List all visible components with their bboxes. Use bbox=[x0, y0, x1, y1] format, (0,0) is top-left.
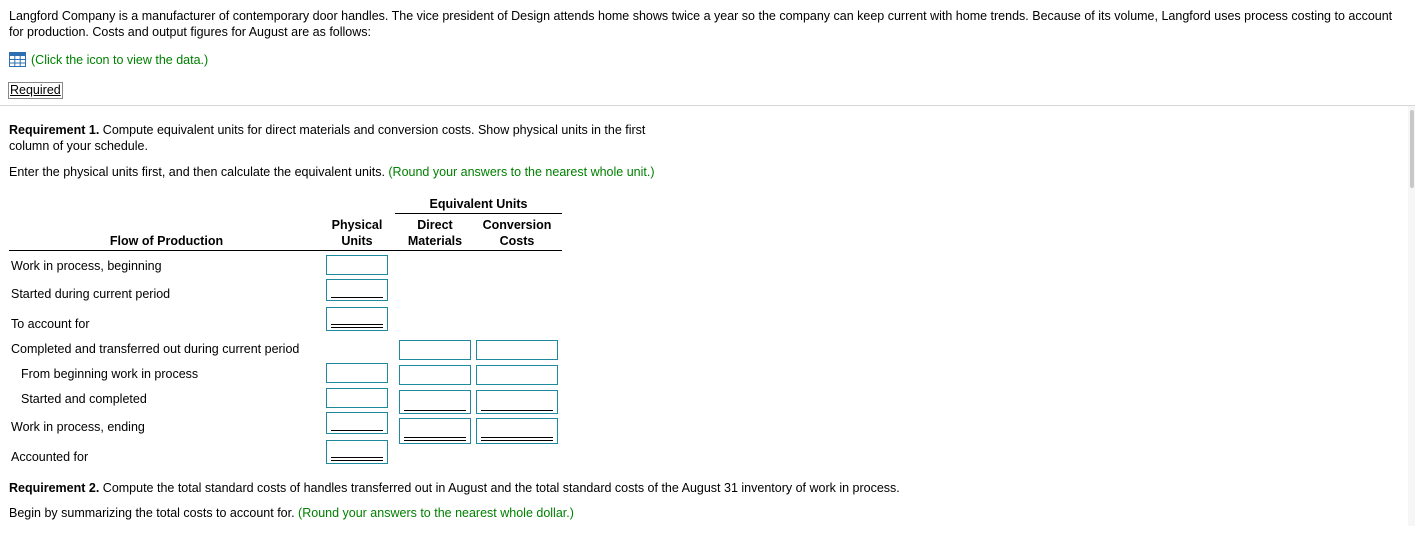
row-from-beginning-wip: From beginning work in process bbox=[21, 367, 199, 381]
row-started-completed: Started and completed bbox=[21, 392, 147, 406]
cc-completed-transferred-input[interactable] bbox=[476, 340, 558, 360]
col-cc-line1: Conversion bbox=[482, 218, 552, 232]
view-data-link[interactable] bbox=[9, 52, 208, 67]
requirement-2-label: Requirement 2. bbox=[9, 481, 100, 495]
required-tab[interactable]: Required bbox=[10, 83, 61, 97]
requirement-2-text: Compute the total standard costs of handles transferred out in August and the total standard costs of the August 31 inventory of work in process. bbox=[99, 481, 900, 495]
dm-wip-ending-input[interactable] bbox=[399, 418, 471, 444]
rounding-hint: (Round your answers to the nearest whole unit.) bbox=[388, 165, 655, 179]
instruction-2-text: Begin by summarizing the total costs to account for. bbox=[9, 506, 299, 520]
col-cc-line2: Costs bbox=[499, 234, 535, 248]
physical-wip-beginning-input[interactable] bbox=[326, 255, 388, 275]
col-cc-header bbox=[474, 217, 560, 249]
requirement-2-instruction bbox=[9, 506, 574, 520]
table-icon[interactable] bbox=[9, 52, 26, 67]
cc-wip-ending-input[interactable] bbox=[476, 418, 558, 444]
col-dm-line1: Direct bbox=[417, 218, 453, 232]
col-dm-header bbox=[398, 217, 472, 249]
rounding-hint-2: (Round your answers to the nearest whole dollar.) bbox=[298, 506, 574, 520]
requirement-1 bbox=[9, 122, 689, 154]
physical-started-completed-input[interactable] bbox=[326, 388, 388, 408]
physical-started-current-input[interactable] bbox=[326, 279, 388, 301]
physical-to-account-for-input[interactable] bbox=[326, 307, 388, 331]
dm-completed-transferred-input[interactable] bbox=[399, 340, 471, 360]
col-physical-header bbox=[324, 217, 390, 249]
equivalent-units-underline bbox=[395, 213, 562, 214]
requirement-1-text: Compute equivalent units for direct materials and conversion costs. Show physical units in the first column of your schedule. bbox=[9, 123, 646, 153]
physical-accounted-for-input[interactable] bbox=[326, 440, 388, 464]
row-started-current: Started during current period bbox=[11, 287, 171, 301]
divider bbox=[0, 105, 1415, 106]
col-physical-line2: Units bbox=[341, 234, 373, 248]
cc-started-completed-input[interactable] bbox=[476, 390, 558, 414]
requirement-2 bbox=[9, 481, 900, 495]
physical-from-beginning-wip-input[interactable] bbox=[326, 363, 388, 383]
requirement-1-label: Requirement 1. bbox=[9, 123, 100, 137]
col-dm-line2: Materials bbox=[407, 234, 463, 248]
cc-from-beginning-wip-input[interactable] bbox=[476, 365, 558, 385]
row-accounted-for: Accounted for bbox=[11, 450, 89, 464]
row-wip-ending: Work in process, ending bbox=[11, 420, 145, 434]
row-completed-transferred: Completed and transferred out during current period bbox=[11, 342, 300, 356]
instruction-text: Enter the physical units first, and then calculate the equivalent units. bbox=[9, 165, 389, 179]
view-data-text[interactable]: (Click the icon to view the data.) bbox=[31, 52, 209, 67]
equivalent-units-header: Equivalent Units bbox=[429, 197, 528, 211]
dm-started-completed-input[interactable] bbox=[399, 390, 471, 414]
col-flow-header: Flow of Production bbox=[109, 234, 224, 248]
col-physical-line1: Physical bbox=[331, 218, 383, 232]
row-to-account-for: To account for bbox=[11, 317, 90, 331]
row-wip-beginning: Work in process, beginning bbox=[11, 259, 162, 273]
problem-intro: Langford Company is a manufacturer of contemporary door handles. The vice president of Design attends home shows twice a year so the company can keep current with home trends. Because of its volume, Langford uses process costing to account for production. Costs and output figures for August are as follows: bbox=[9, 9, 1393, 39]
physical-wip-ending-input[interactable] bbox=[326, 412, 388, 434]
requirement-1-instruction bbox=[9, 165, 655, 179]
dm-from-beginning-wip-input[interactable] bbox=[399, 365, 471, 385]
table-header-rule bbox=[9, 250, 562, 251]
scrollbar-thumb[interactable] bbox=[1410, 110, 1414, 188]
